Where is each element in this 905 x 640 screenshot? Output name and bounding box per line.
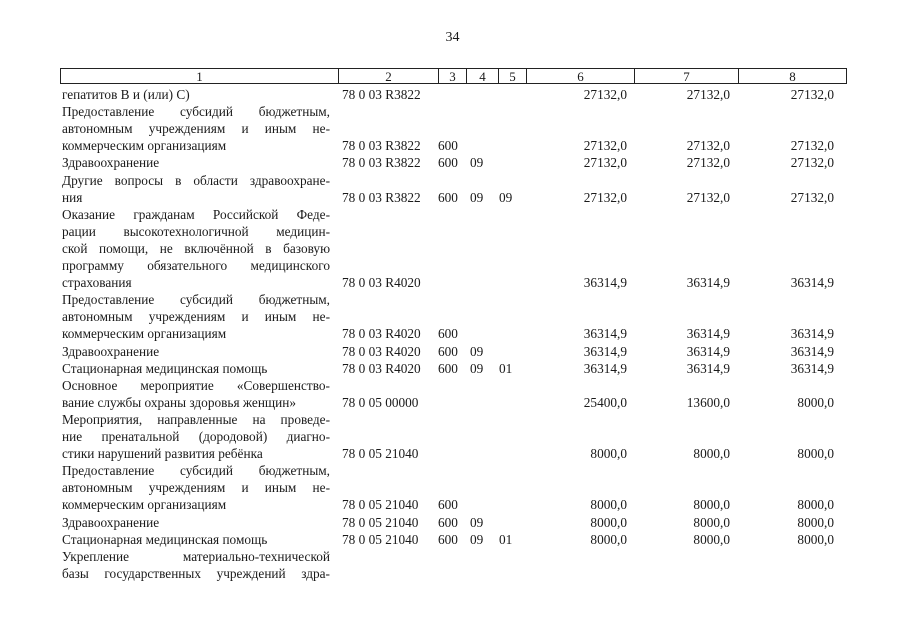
row-code: 78 0 03 R3822 [342,87,421,102]
row-text: Оказание гражданам Российской Феде- [62,206,330,222]
row-text: коммерческим организациям [62,497,227,513]
row-text: Мероприятия, направленные на проведе- [62,411,330,427]
row-value-7: 8000,0 [693,497,730,513]
row-text: Здравоохранение [62,343,160,359]
row-text: автономным учреждениям и иным не- [62,480,330,496]
header-col-6: 6 [526,69,634,84]
row-col-4: 09 [470,155,484,171]
row-value-8: 27132,0 [790,155,834,171]
row-code: 78 0 03 R4020 [342,326,421,342]
row-text: вание службы охраны здоровья женщин» [62,394,297,410]
table-row [0,103,905,120]
row-text: ской помощи, не включённой в базовую [62,240,330,256]
row-value-8: 8000,0 [797,446,834,462]
row-text: Стационарная медицинская помощь [62,360,268,376]
row-col-4: 09 [470,360,484,376]
row-value-7: 13600,0 [686,394,730,410]
row-text: коммерческим организациям [62,326,227,342]
row-text: коммерческим организациям [62,138,227,154]
row-value-7: 36314,9 [686,275,730,291]
row-text: Укрепление материально-технической [62,548,330,564]
header-col-4: 4 [466,69,498,84]
header-col-7: 7 [634,69,738,84]
row-value-6: 8000,0 [590,531,627,547]
header-col-3: 3 [438,69,466,84]
row-col-3: 600 [438,497,458,513]
table-row [0,479,905,496]
header-col-8: 8 [738,69,846,84]
table-row [0,411,905,428]
row-col-5: 09 [499,189,513,205]
row-col-3: 600 [438,138,458,154]
table-row [0,531,905,548]
table-row [0,120,905,137]
row-value-7: 27132,0 [686,155,730,171]
row-text: базы государственных учреждений здра- [62,565,330,581]
table-row [0,154,905,171]
row-value-7: 36314,9 [686,326,730,342]
row-col-3: 600 [438,155,458,171]
row-code: 78 0 03 R3822 [342,189,421,205]
row-value-7: 8000,0 [693,531,730,547]
table-row [0,565,905,582]
row-value-7: 27132,0 [686,87,730,102]
row-code: 78 0 03 R3822 [342,138,421,154]
row-value-6: 36314,9 [583,360,627,376]
row-text: автономным учреждениям и иным не- [62,121,330,137]
page-number: 34 [445,30,460,45]
row-value-6: 25400,0 [583,394,627,410]
table-row [0,394,905,411]
row-col-4: 09 [470,189,484,205]
row-value-6: 36314,9 [583,326,627,342]
row-text: Предоставление субсидий бюджетным, [62,292,330,308]
row-text: рации высокотехнологичной медицин- [62,223,330,239]
table-header [60,68,847,84]
row-value-8: 36314,9 [790,360,834,376]
row-col-4: 09 [470,343,484,359]
table-row [0,291,905,308]
header-col-5: 5 [498,69,526,84]
row-value-8: 8000,0 [797,514,834,530]
row-col-5: 01 [499,531,513,547]
row-value-8: 27132,0 [790,138,834,154]
row-value-6: 27132,0 [583,87,627,102]
row-value-6: 8000,0 [590,497,627,513]
table-row [0,325,905,342]
table-row [0,257,905,274]
table-row [0,308,905,325]
row-value-7: 36314,9 [686,343,730,359]
row-value-8: 27132,0 [790,189,834,205]
table-row [0,189,905,206]
row-code: 78 0 03 R4020 [342,275,421,291]
row-code: 78 0 05 00000 [342,394,419,410]
table-row [0,428,905,445]
row-col-3: 600 [438,360,458,376]
row-value-6: 36314,9 [583,275,627,291]
row-value-8: 8000,0 [797,394,834,410]
row-text: Предоставление субсидий бюджетным, [62,463,330,479]
table-row [0,496,905,513]
row-text: Здравоохранение [62,514,160,530]
row-code: 78 0 03 R4020 [342,343,421,359]
table-row [0,514,905,531]
table-row [0,274,905,291]
row-code: 78 0 03 R3822 [342,155,421,171]
row-value-6: 27132,0 [583,138,627,154]
row-col-3: 600 [438,531,458,547]
row-text: страхования [62,275,132,291]
row-col-3: 600 [438,343,458,359]
row-text: ния [62,189,83,205]
row-text: гепатитов В и (или) С) [62,87,190,102]
row-value-6: 8000,0 [590,514,627,530]
table-row [0,343,905,360]
row-col-5: 01 [499,360,513,376]
table-row [0,360,905,377]
row-text: Стационарная медицинская помощь [62,531,268,547]
row-value-6: 36314,9 [583,343,627,359]
table-row [0,172,905,189]
table-row [0,445,905,462]
table-row [0,137,905,154]
row-value-7: 8000,0 [693,446,730,462]
row-col-3: 600 [438,189,458,205]
row-col-3: 600 [438,514,458,530]
row-text: стики нарушений развития ребёнка [62,446,263,462]
row-value-8: 8000,0 [797,531,834,547]
row-value-7: 27132,0 [686,138,730,154]
row-value-8: 27132,0 [790,87,834,102]
table-row [0,240,905,257]
table-row [0,223,905,240]
table-row [0,462,905,479]
row-value-8: 36314,9 [790,326,834,342]
row-value-8: 36314,9 [790,275,834,291]
row-code: 78 0 05 21040 [342,531,419,547]
row-value-6: 8000,0 [590,446,627,462]
row-value-7: 36314,9 [686,360,730,376]
table-row [0,206,905,223]
row-text: Другие вопросы в области здравоохране- [62,172,330,188]
header-col-1: 1 [196,69,203,84]
row-text: Основное мероприятие «Совершенство- [62,377,330,393]
row-value-7: 27132,0 [686,189,730,205]
row-text: автономным учреждениям и иным не- [62,309,330,325]
row-col-4: 09 [470,531,484,547]
table-row [0,86,905,103]
row-col-3: 600 [438,326,458,342]
header-col-2: 2 [338,69,438,84]
row-code: 78 0 03 R4020 [342,360,421,376]
row-value-6: 27132,0 [583,155,627,171]
row-code: 78 0 05 21040 [342,514,419,530]
table-row [0,548,905,565]
row-text: Предоставление субсидий бюджетным, [62,104,330,120]
row-col-4: 09 [470,514,484,530]
row-text: ние пренатальной (дородовой) диагно- [62,429,330,444]
row-value-6: 27132,0 [583,189,627,205]
row-value-7: 8000,0 [693,514,730,530]
row-code: 78 0 05 21040 [342,497,419,513]
row-code: 78 0 05 21040 [342,446,419,462]
row-value-8: 8000,0 [797,497,834,513]
row-value-8: 36314,9 [790,343,834,359]
row-text: программу обязательного медицинского [62,258,330,273]
row-text: Здравоохранение [62,155,160,171]
table-row [0,377,905,394]
